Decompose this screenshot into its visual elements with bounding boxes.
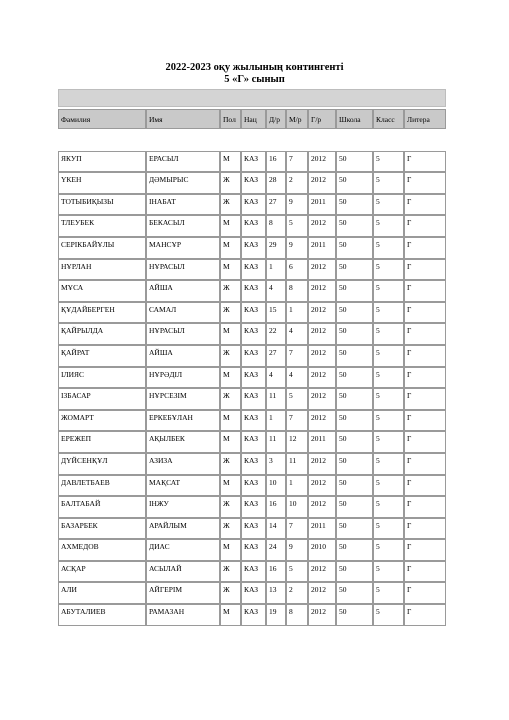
cell-litera: Г (404, 518, 446, 540)
cell-familiya: ТЛЕУБЕК (58, 215, 146, 237)
cell-familiya: ДАВЛЕТБАЕВ (58, 475, 146, 497)
cell-litera: Г (404, 561, 446, 583)
cell-litera: Г (404, 215, 446, 237)
table-row (58, 259, 446, 281)
cell-day: 1 (266, 410, 286, 432)
cell-month: 4 (286, 367, 308, 389)
cell-pol: М (220, 539, 241, 561)
cell-year: 2012 (308, 323, 336, 345)
cell-class: 5 (373, 410, 404, 432)
cell-pol: М (220, 410, 241, 432)
cell-month: 5 (286, 388, 308, 410)
cell-familiya: ЕРЕЖЕП (58, 431, 146, 453)
cell-year: 2012 (308, 280, 336, 302)
cell-pol: М (220, 367, 241, 389)
cell-familiya: ҚАЙРАТ (58, 345, 146, 367)
cell-month: 7 (286, 151, 308, 173)
cell-familiya: БАЛТАБАЙ (58, 496, 146, 518)
cell-month: 7 (286, 345, 308, 367)
cell-pol: Ж (220, 280, 241, 302)
cell-nats: КАЗ (241, 345, 266, 367)
cell-month: 10 (286, 496, 308, 518)
spacer-cell (58, 129, 446, 151)
table-row (58, 496, 446, 518)
cell-month: 12 (286, 431, 308, 453)
cell-imya: НҰРАСЫЛ (146, 259, 220, 281)
cell-class: 5 (373, 172, 404, 194)
cell-nats: КАЗ (241, 302, 266, 324)
cell-pol: Ж (220, 388, 241, 410)
cell-nats: КАЗ (241, 215, 266, 237)
table-row (58, 453, 446, 475)
cell-pol: Ж (220, 345, 241, 367)
cell-familiya: МҰСА (58, 280, 146, 302)
cell-imya: ЕРАСЫЛ (146, 151, 220, 173)
cell-day: 16 (266, 561, 286, 583)
cell-imya: ІНАБАТ (146, 194, 220, 216)
cell-class: 5 (373, 323, 404, 345)
cell-month: 1 (286, 302, 308, 324)
title-bar-band (58, 89, 446, 107)
cell-pol: Ж (220, 496, 241, 518)
cell-litera: Г (404, 345, 446, 367)
cell-school: 50 (336, 431, 373, 453)
cell-year: 2012 (308, 475, 336, 497)
cell-litera: Г (404, 323, 446, 345)
table-row (58, 475, 446, 497)
cell-day: 4 (266, 280, 286, 302)
cell-litera: Г (404, 194, 446, 216)
header-school: Школа (336, 109, 373, 129)
cell-day: 3 (266, 453, 286, 475)
cell-day: 15 (266, 302, 286, 324)
cell-pol: Ж (220, 518, 241, 540)
cell-day: 8 (266, 215, 286, 237)
cell-imya: ІНЖУ (146, 496, 220, 518)
cell-nats: КАЗ (241, 561, 266, 583)
cell-month: 5 (286, 215, 308, 237)
cell-class: 5 (373, 367, 404, 389)
cell-imya: ДӘМЫРЫС (146, 172, 220, 194)
cell-litera: Г (404, 475, 446, 497)
cell-class: 5 (373, 237, 404, 259)
cell-class: 5 (373, 151, 404, 173)
cell-nats: КАЗ (241, 388, 266, 410)
cell-litera: Г (404, 302, 446, 324)
cell-nats: КАЗ (241, 151, 266, 173)
cell-litera: Г (404, 431, 446, 453)
cell-school: 50 (336, 453, 373, 475)
cell-school: 50 (336, 388, 373, 410)
cell-familiya: ҚҰДАЙБЕРГЕН (58, 302, 146, 324)
cell-nats: КАЗ (241, 367, 266, 389)
cell-year: 2012 (308, 215, 336, 237)
cell-year: 2010 (308, 539, 336, 561)
cell-imya: НҰРӘДІЛ (146, 367, 220, 389)
cell-class: 5 (373, 259, 404, 281)
cell-familiya: АХМЕДОВ (58, 539, 146, 561)
cell-nats: КАЗ (241, 582, 266, 604)
cell-nats: КАЗ (241, 475, 266, 497)
cell-litera: Г (404, 453, 446, 475)
cell-nats: КАЗ (241, 237, 266, 259)
cell-nats: КАЗ (241, 410, 266, 432)
table-row (58, 431, 446, 453)
cell-class: 5 (373, 215, 404, 237)
cell-class: 5 (373, 561, 404, 583)
cell-nats: КАЗ (241, 323, 266, 345)
cell-day: 1 (266, 259, 286, 281)
cell-nats: КАЗ (241, 518, 266, 540)
cell-class: 5 (373, 604, 404, 626)
cell-pol: Ж (220, 561, 241, 583)
cell-month: 9 (286, 194, 308, 216)
cell-day: 27 (266, 345, 286, 367)
header-day: Д/р (266, 109, 286, 129)
cell-year: 2012 (308, 410, 336, 432)
cell-imya: БЕКАСЫЛ (146, 215, 220, 237)
cell-year: 2012 (308, 561, 336, 583)
cell-familiya: ҮКЕН (58, 172, 146, 194)
cell-litera: Г (404, 237, 446, 259)
cell-familiya: ІЗБАСАР (58, 388, 146, 410)
cell-year: 2011 (308, 237, 336, 259)
cell-year: 2012 (308, 345, 336, 367)
cell-imya: ДИАС (146, 539, 220, 561)
cell-nats: КАЗ (241, 431, 266, 453)
cell-day: 14 (266, 518, 286, 540)
document-title: 2022-2023 оқу жылының контингенті (165, 62, 344, 73)
cell-day: 29 (266, 237, 286, 259)
cell-familiya: АБУТАЛИЕВ (58, 604, 146, 626)
cell-year: 2012 (308, 453, 336, 475)
cell-year: 2012 (308, 151, 336, 173)
cell-school: 50 (336, 215, 373, 237)
table-row (58, 539, 446, 561)
cell-class: 5 (373, 518, 404, 540)
header-month: М/р (286, 109, 308, 129)
cell-pol: Ж (220, 302, 241, 324)
cell-day: 16 (266, 151, 286, 173)
cell-school: 50 (336, 604, 373, 626)
cell-day: 27 (266, 194, 286, 216)
header-nats: Нац (241, 109, 266, 129)
table-row (58, 410, 446, 432)
cell-month: 11 (286, 453, 308, 475)
cell-school: 50 (336, 280, 373, 302)
cell-familiya: БАЗАРБЕК (58, 518, 146, 540)
cell-year: 2012 (308, 367, 336, 389)
cell-year: 2012 (308, 604, 336, 626)
cell-day: 11 (266, 431, 286, 453)
table-row (58, 302, 446, 324)
cell-class: 5 (373, 280, 404, 302)
table-row (58, 388, 446, 410)
cell-school: 50 (336, 475, 373, 497)
cell-school: 50 (336, 172, 373, 194)
cell-familiya: ЖОМАРТ (58, 410, 146, 432)
cell-month: 7 (286, 410, 308, 432)
cell-school: 50 (336, 410, 373, 432)
header-imya: Имя (146, 109, 220, 129)
cell-imya: АЙГЕРІМ (146, 582, 220, 604)
cell-school: 50 (336, 194, 373, 216)
cell-year: 2012 (308, 496, 336, 518)
table-header-row (58, 109, 446, 129)
cell-litera: Г (404, 280, 446, 302)
cell-day: 28 (266, 172, 286, 194)
cell-month: 2 (286, 172, 308, 194)
cell-imya: НҰРСЕЗІМ (146, 388, 220, 410)
cell-day: 10 (266, 475, 286, 497)
cell-pol: М (220, 323, 241, 345)
cell-litera: Г (404, 582, 446, 604)
cell-familiya: ҚАЙРЫЛДА (58, 323, 146, 345)
cell-year: 2012 (308, 388, 336, 410)
cell-litera: Г (404, 410, 446, 432)
header-pol: Пол (220, 109, 241, 129)
cell-day: 16 (266, 496, 286, 518)
spacer-row (58, 129, 446, 151)
table-row (58, 345, 446, 367)
cell-imya: МАНСҰР (146, 237, 220, 259)
cell-litera: Г (404, 259, 446, 281)
cell-class: 5 (373, 539, 404, 561)
cell-familiya: ЯКУП (58, 151, 146, 173)
table-row (58, 323, 446, 345)
cell-pol: М (220, 215, 241, 237)
cell-pol: М (220, 259, 241, 281)
cell-class: 5 (373, 302, 404, 324)
cell-month: 6 (286, 259, 308, 281)
cell-day: 13 (266, 582, 286, 604)
cell-imya: АРАЙЛЫМ (146, 518, 220, 540)
cell-litera: Г (404, 172, 446, 194)
table-row (58, 582, 446, 604)
cell-familiya: ДҮЙСЕНҚҰЛ (58, 453, 146, 475)
cell-litera: Г (404, 388, 446, 410)
cell-familiya: СЕРІКБАЙҰЛЫ (58, 237, 146, 259)
cell-imya: РАМАЗАН (146, 604, 220, 626)
cell-class: 5 (373, 194, 404, 216)
cell-familiya: ІЛИЯС (58, 367, 146, 389)
cell-nats: КАЗ (241, 194, 266, 216)
cell-month: 4 (286, 323, 308, 345)
table-row (58, 151, 446, 173)
header-class: Класс (373, 109, 404, 129)
cell-nats: КАЗ (241, 172, 266, 194)
cell-class: 5 (373, 582, 404, 604)
cell-litera: Г (404, 539, 446, 561)
cell-month: 7 (286, 518, 308, 540)
cell-pol: М (220, 475, 241, 497)
cell-class: 5 (373, 431, 404, 453)
cell-litera: Г (404, 496, 446, 518)
cell-nats: КАЗ (241, 539, 266, 561)
cell-school: 50 (336, 561, 373, 583)
cell-year: 2011 (308, 518, 336, 540)
cell-litera: Г (404, 151, 446, 173)
cell-pol: Ж (220, 453, 241, 475)
header-year: Г/р (308, 109, 336, 129)
cell-pol: М (220, 431, 241, 453)
cell-nats: КАЗ (241, 496, 266, 518)
cell-month: 8 (286, 280, 308, 302)
cell-pol: М (220, 151, 241, 173)
cell-imya: АҚЫЛБЕК (146, 431, 220, 453)
cell-day: 24 (266, 539, 286, 561)
cell-pol: М (220, 604, 241, 626)
cell-imya: МАҚСАТ (146, 475, 220, 497)
cell-nats: КАЗ (241, 259, 266, 281)
cell-imya: АЙША (146, 345, 220, 367)
table-row (58, 561, 446, 583)
cell-imya: НҰРАСЫЛ (146, 323, 220, 345)
cell-class: 5 (373, 345, 404, 367)
table-row (58, 194, 446, 216)
cell-imya: САМАЛ (146, 302, 220, 324)
table-row (58, 237, 446, 259)
cell-class: 5 (373, 453, 404, 475)
cell-year: 2011 (308, 194, 336, 216)
cell-school: 50 (336, 302, 373, 324)
header-litera: Литера (404, 109, 446, 129)
header-familiya: Фамилия (58, 109, 146, 129)
cell-year: 2012 (308, 259, 336, 281)
cell-month: 9 (286, 539, 308, 561)
cell-pol: Ж (220, 194, 241, 216)
cell-month: 2 (286, 582, 308, 604)
cell-year: 2012 (308, 302, 336, 324)
cell-nats: КАЗ (241, 453, 266, 475)
cell-month: 8 (286, 604, 308, 626)
cell-pol: М (220, 237, 241, 259)
cell-pol: Ж (220, 582, 241, 604)
cell-nats: КАЗ (241, 280, 266, 302)
table-row (58, 215, 446, 237)
cell-year: 2012 (308, 172, 336, 194)
cell-month: 1 (286, 475, 308, 497)
cell-school: 50 (336, 582, 373, 604)
table-row (58, 280, 446, 302)
cell-school: 50 (336, 151, 373, 173)
cell-month: 9 (286, 237, 308, 259)
cell-imya: АЗИЗА (146, 453, 220, 475)
cell-school: 50 (336, 259, 373, 281)
cell-day: 4 (266, 367, 286, 389)
cell-day: 11 (266, 388, 286, 410)
table-row (58, 518, 446, 540)
table-row (58, 367, 446, 389)
cell-year: 2011 (308, 431, 336, 453)
cell-school: 50 (336, 539, 373, 561)
student-table (58, 109, 446, 626)
cell-school: 50 (336, 237, 373, 259)
cell-class: 5 (373, 475, 404, 497)
cell-school: 50 (336, 518, 373, 540)
cell-class: 5 (373, 496, 404, 518)
cell-class: 5 (373, 388, 404, 410)
cell-familiya: АЛИ (58, 582, 146, 604)
cell-imya: АЙША (146, 280, 220, 302)
cell-litera: Г (404, 367, 446, 389)
cell-imya: АСЫЛАЙ (146, 561, 220, 583)
cell-day: 22 (266, 323, 286, 345)
cell-school: 50 (336, 323, 373, 345)
cell-year: 2012 (308, 582, 336, 604)
cell-school: 50 (336, 367, 373, 389)
cell-school: 50 (336, 496, 373, 518)
cell-month: 5 (286, 561, 308, 583)
cell-school: 50 (336, 345, 373, 367)
cell-imya: ЕРКЕБҰЛАН (146, 410, 220, 432)
cell-familiya: ТОТЫБИҚЫЗЫ (58, 194, 146, 216)
cell-nats: КАЗ (241, 604, 266, 626)
cell-pol: Ж (220, 172, 241, 194)
table-row (58, 604, 446, 626)
cell-day: 19 (266, 604, 286, 626)
cell-familiya: НҰРЛАН (58, 259, 146, 281)
class-subtitle: 5 «Г» сынып (224, 74, 285, 85)
cell-litera: Г (404, 604, 446, 626)
table-row (58, 172, 446, 194)
cell-familiya: АСҚАР (58, 561, 146, 583)
